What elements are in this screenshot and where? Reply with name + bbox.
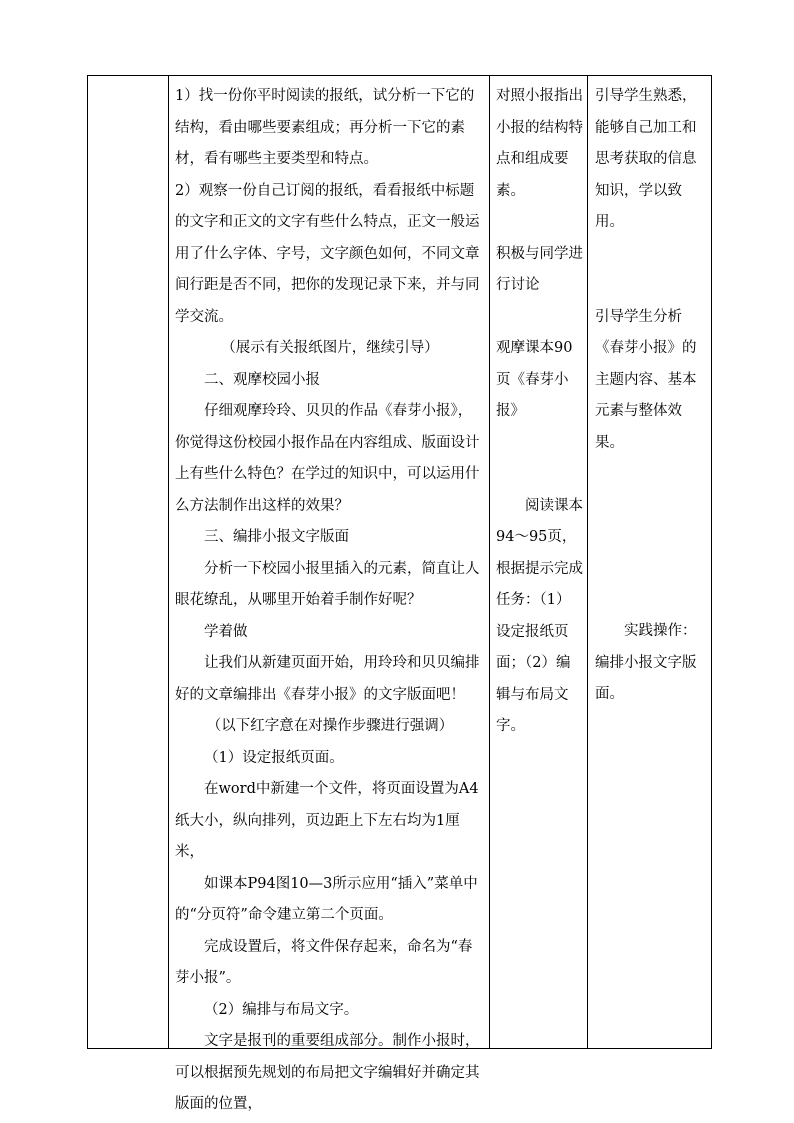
content-paragraph-13: 如课本P94图10—3所示应用“插入”菜单中的“分页符”命令建立第二个页面。 (175, 875, 478, 923)
content-paragraph-5: 仔细观摩玲玲、贝贝的作品《春芽小报》，你觉得这份校园小报作品在内容组成、版面设计上有些什么特色？在学过的知识中，可以运用什么方法制作出这样的效果？ (175, 403, 480, 514)
content-paragraph-12: 在word中新建一个文件，将页面设置为A4纸大小，纵向排列，页边距上下左右均为1厘米， (175, 781, 479, 860)
student-activity-1: 对照小报指出小报的结构特点和组成要素。 (496, 88, 583, 199)
content-paragraph-7: 分析一下校园小报里插入的元素，简直让人眼花缭乱，从哪里开始着手制作好呢？ (175, 560, 480, 608)
content-paragraph-2: 2）观察一份自己订阅的报纸，看看报纸中标题的文字和正文的文字有些什么特点，正文一般运用了什么字体、字号，文字颜色如何，不同文章间行距是否不同，把你的发现记录下来，并与同学交流。 (175, 182, 480, 325)
student-activity-4: 阅读课本94～95页，根据提示完成任务：（1）设定报纸页面；（2）编辑与布局文字。 (496, 497, 583, 734)
content-paragraph-15: （2）编排与布局文字。 (204, 1001, 359, 1018)
content-paragraph-16: 文字是报刊的重要组成部分。制作小报时，可以根据预先规划的布局把文字编辑好并确定其版面的位置， (175, 1033, 480, 1112)
content-paragraph-3: （展示有关报纸图片，继续引导） (221, 340, 439, 356)
section-heading-3: 三、编排小报文字版面 (204, 529, 349, 545)
design-intent-column (588, 76, 712, 1049)
design-intent-1: 引导学生熟悉，能够自己加工和思考获取的信息知识，学以致用。 (595, 88, 697, 230)
design-intent-3: 实践操作：编排小报文字版面。 (595, 623, 697, 702)
student-activity-3: 观摩课本90页《春芽小报》 (496, 340, 573, 419)
design-intent-2: 引导学生分析《春芽小报》的主题内容、基本元素与整体效果。 (595, 308, 697, 451)
content-paragraph-8: 学着做 (204, 623, 248, 640)
content-paragraph-10: （以下红字意在对操作步骤进行强调） (206, 718, 454, 734)
stage-column (88, 76, 169, 1049)
student-activity-column (490, 76, 588, 1049)
content-paragraph-11: （1）设定报纸页面。 (204, 749, 344, 766)
lesson-plan-table (87, 75, 712, 1112)
content-paragraph-9: 让我们从新建页面开始，用玲玲和贝贝编排好的文章编排出《春芽小报》的文字版面吧！ (175, 655, 480, 703)
content-paragraph-14: 完成设置后，将文件保存起来，命名为“春芽小报”。 (175, 938, 473, 986)
student-activity-2: 积极与同学进行讨论 (496, 245, 583, 293)
table-row (88, 76, 712, 1049)
content-paragraph-1: 1）找一份你平时阅读的报纸，试分析一下它的结构，看由哪些要素组成；再分析一下它的素材，看有哪些主要类型和特点。 (175, 88, 475, 167)
teaching-content-column (169, 76, 490, 1112)
section-heading-2: 二、观摩校园小报 (204, 371, 320, 388)
